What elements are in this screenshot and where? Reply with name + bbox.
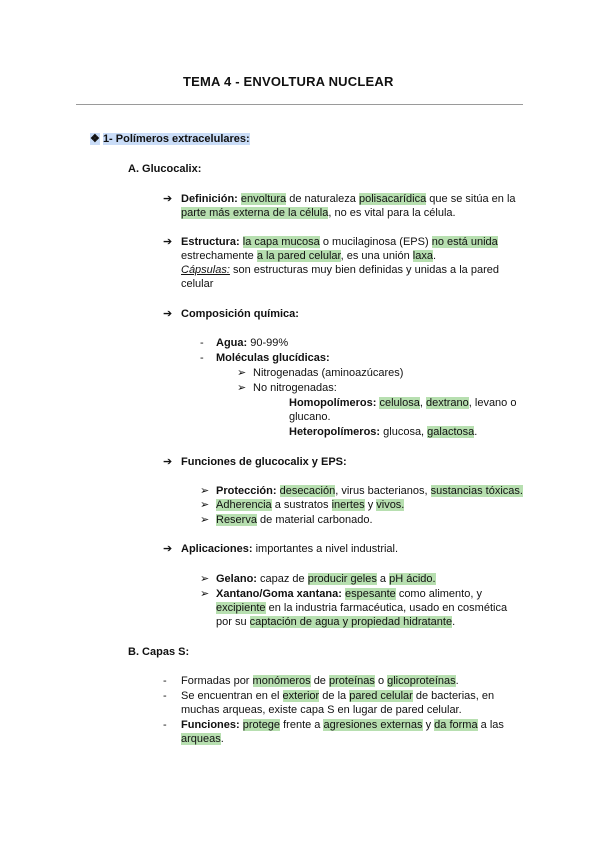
composicion-heading: Composición química: <box>181 308 299 320</box>
triangle-bullet-icon: ➢ <box>200 573 210 585</box>
triangle-bullet-icon: ➢ <box>237 367 247 379</box>
diamond-bullet-icon: ❖ <box>90 133 100 145</box>
xantano-line-1: Xantano/Goma xantana: espesante como alimento, y <box>216 588 482 600</box>
capas-line-3b: arqueas. <box>181 733 224 745</box>
arrow-icon: ➔ <box>163 193 173 205</box>
nitrogenadas-item: Nitrogenadas (aminoazúcares) <box>253 367 404 379</box>
agua-item: Agua: 90-99% <box>216 337 289 349</box>
dash-bullet: - <box>200 352 204 364</box>
reserva-item: Reserva de material carbonado. <box>216 514 373 526</box>
capsulas-line-2: celular <box>181 278 214 290</box>
heteropolimeros-line: Heteropolímeros: glucosa, galactosa. <box>289 426 478 438</box>
xantano-line-2: excipiente en la industria farmacéutica, usado en cosmética <box>216 602 508 614</box>
definicion-line-2: parte más externa de la célula, no es vital para la célula. <box>181 207 456 219</box>
dash-bullet: - <box>163 690 167 702</box>
capsulas-line-1: Cápsulas: son estructuras muy bien definidas y unidas a la pared <box>181 264 499 276</box>
capas-line-2b: muchas arqueas, existe capa S en lugar de pared celular. <box>181 704 462 716</box>
triangle-bullet-icon: ➢ <box>200 499 210 511</box>
adherencia-item: Adherencia a sustratos inertes y vivos. <box>216 499 405 511</box>
triangle-bullet-icon: ➢ <box>237 382 247 394</box>
arrow-icon: ➔ <box>163 456 173 468</box>
section-1-label: 1- Polímeros extracelulares: <box>102 133 250 145</box>
funciones-heading: Funciones de glucocalix y EPS: <box>181 456 347 468</box>
proteccion-item: Protección: desecación, virus bacterianos, sustancias tóxicas. <box>216 485 523 497</box>
title-divider <box>76 104 523 105</box>
triangle-bullet-icon: ➢ <box>200 485 210 497</box>
triangle-bullet-icon: ➢ <box>200 514 210 526</box>
homopolimeros-line-2: glucano. <box>289 411 331 423</box>
estructura-line-2: estrechamente a la pared celular, es una unión laxa. <box>181 250 437 262</box>
section-1-heading <box>90 132 250 146</box>
glucocalix-heading: A. Glucocalix: <box>128 163 202 175</box>
gelano-item: Gelano: capaz de producir geles a pH ácido. <box>216 573 436 585</box>
no-nitrogenadas-item: No nitrogenadas: <box>253 382 337 394</box>
dash-bullet: - <box>200 337 204 349</box>
moleculas-item: Moléculas glucídicas: <box>216 352 330 364</box>
triangle-bullet-icon: ➢ <box>200 588 210 600</box>
capas-heading: B. Capas S: <box>128 646 190 658</box>
page-title: TEMA 4 - ENVOLTURA NUCLEAR <box>183 74 394 89</box>
dash-bullet: - <box>163 719 167 731</box>
dash-bullet: - <box>163 675 167 687</box>
estructura-line-1: Estructura: la capa mucosa o mucilaginosa (EPS) no está unida <box>181 236 498 248</box>
homopolimeros-line-1: Homopolímeros: celulosa, dextrano, levano o <box>289 397 517 409</box>
arrow-icon: ➔ <box>163 236 173 248</box>
definicion-line-1: Definición: envoltura de naturaleza polisacarídica que se sitúa en la <box>181 193 516 205</box>
capas-line-1: Formadas por monómeros de proteínas o glicoproteínas. <box>181 675 459 687</box>
arrow-icon: ➔ <box>163 543 173 555</box>
xantano-line-3: por su captación de agua y propiedad hidratante. <box>216 616 456 628</box>
capas-line-2: Se encuentran en el exterior de la pared celular de bacterias, en <box>181 690 495 702</box>
arrow-icon: ➔ <box>163 308 173 320</box>
aplicaciones-heading: Aplicaciones: importantes a nivel industrial. <box>181 543 399 555</box>
capas-line-3: Funciones: protege frente a agresiones externas y da forma a las <box>181 719 504 731</box>
